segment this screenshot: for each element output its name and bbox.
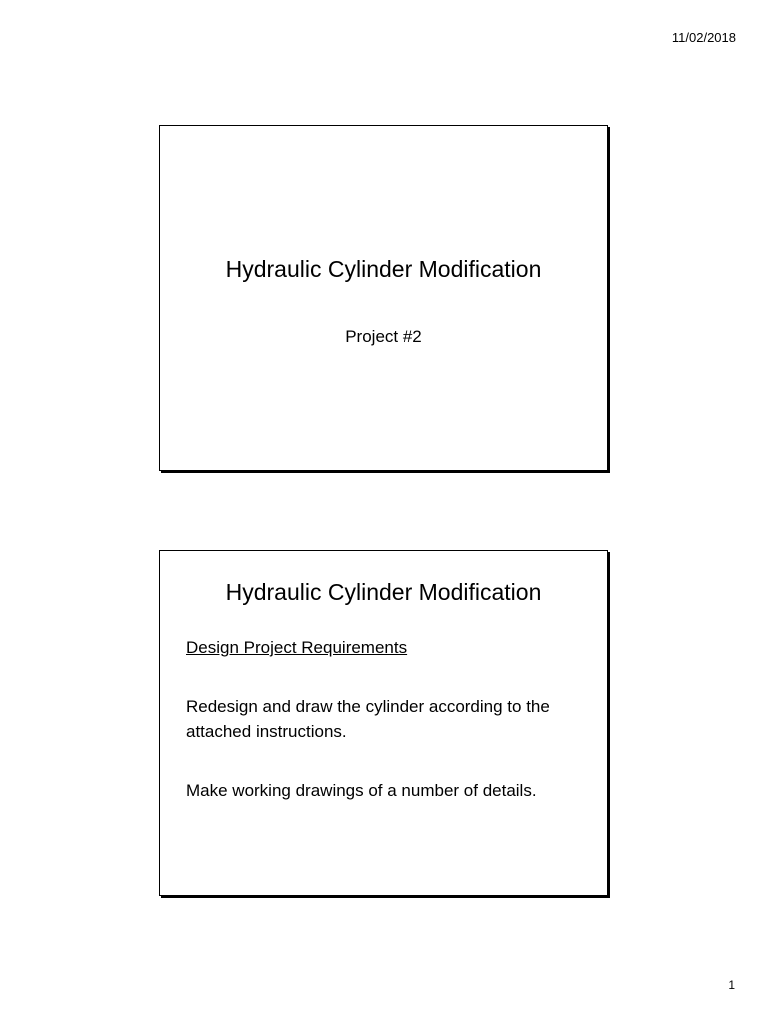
slide-2-heading: Design Project Requirements <box>186 638 408 657</box>
slide-2-paragraph: Make working drawings of a number of details. <box>186 781 537 800</box>
slide-1-title: Hydraulic Cylinder Modification <box>225 256 542 282</box>
slide-1-subtitle: Project #2 <box>345 327 422 346</box>
slide-2-title: Hydraulic Cylinder Modification <box>225 579 542 605</box>
slide-1 <box>159 125 608 471</box>
slide-2-paragraph: Redesign and draw the cylinder according to the attached instructions. <box>186 697 550 741</box>
page-number: 1 <box>728 978 735 992</box>
page-date: 11/02/2018 <box>671 30 736 45</box>
slide-2 <box>159 550 608 896</box>
